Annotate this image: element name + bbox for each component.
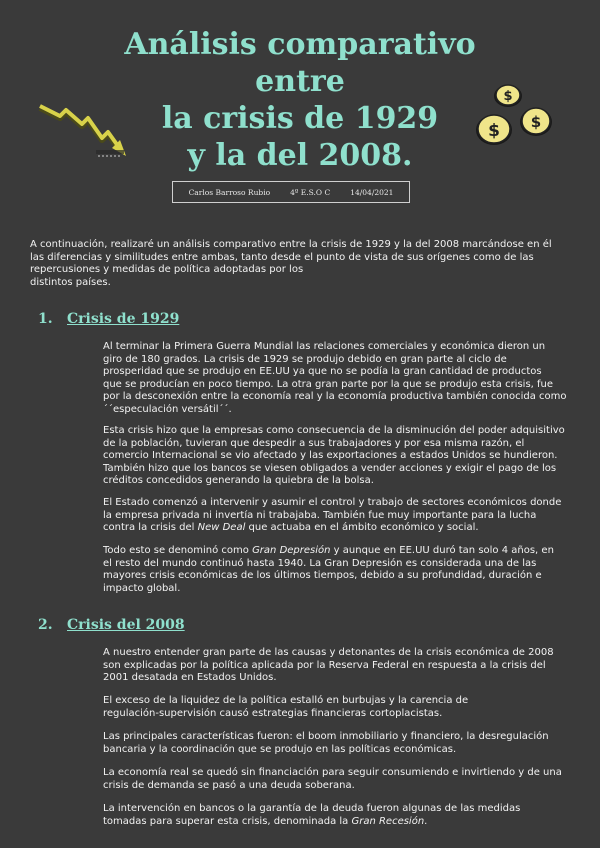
section-paragraph bbox=[103, 341, 573, 416]
paragraph-line: La economía real se quedó sin financiación para seguir consumiendo e invirtiendo y de una bbox=[103, 767, 562, 778]
paragraph-line: ´´especulación versátil´´. bbox=[103, 403, 232, 415]
paragraph-line: mayores crisis económicas de los últimos tiempos, debido a su profundidad, duración e bbox=[103, 570, 542, 581]
emphasized-term: Gran Depresión bbox=[252, 545, 331, 556]
paragraph-line: El exceso de la liquidez de la política estalló en burbujas y la carencia de bbox=[103, 695, 469, 706]
paragraph-line: Al terminar la Primera Guerra Mundial las relaciones comerciales y económica dieron un bbox=[103, 341, 546, 352]
date-label: 14/04/2021 bbox=[350, 187, 394, 197]
section-heading-crisis-1929 bbox=[38, 311, 179, 327]
paragraph-line: de la población, tuvieran que despedir a sus trabajadores y por esa misma razón, el bbox=[103, 437, 525, 449]
falling-arrow-icon bbox=[36, 100, 132, 164]
title-line: Análisis comparativo bbox=[124, 27, 476, 62]
section-heading-crisis-2008 bbox=[38, 617, 185, 633]
author-info-box bbox=[172, 181, 410, 203]
section-paragraph bbox=[103, 767, 573, 792]
paragraph-line: créditos concedidos generando la quiebra de la bolsa. bbox=[103, 475, 374, 486]
section-paragraph bbox=[103, 731, 573, 756]
section-number: 1. bbox=[38, 311, 53, 327]
section-title: Crisis del 2008 bbox=[67, 617, 185, 633]
paragraph-line: contra la crisis del New Deal que actuaba en el ámbito económico y social. bbox=[103, 522, 479, 533]
paragraph-line: giro de 180 grados. La crisis de 1929 se produjo debido en gran parte al ciclo de bbox=[103, 353, 507, 365]
paragraph-line: comercio Internacional se vio afectado y las exportaciones a estados Unidos se hundieron. bbox=[103, 450, 558, 461]
title-line: la crisis de 1929 bbox=[161, 101, 439, 136]
emphasized-term: Gran Recesión bbox=[351, 815, 425, 827]
section-title: Crisis de 1929 bbox=[67, 311, 180, 327]
paragraph-line: por la desconexión entre la economía real y la economía productiva también conocida como bbox=[103, 391, 567, 402]
paragraph-line: 2001 desatada en Estados Unidos. bbox=[103, 672, 277, 683]
paragraph-line: regulación-supervisión causó estrategias financieras cortoplacistas. bbox=[103, 707, 443, 719]
section-paragraph bbox=[103, 497, 573, 535]
paragraph-line: A nuestro entender gran parte de las causas y detonantes de la crisis económica de 2008 bbox=[103, 647, 554, 658]
paragraph-line: tomadas para superar esta crisis, denominada la Gran Recesión. bbox=[103, 815, 428, 827]
paragraph-line: prosperidad que se produjo en EE.UU ya que no se podía la gran cantidad de productos bbox=[103, 366, 542, 377]
intro-line: A continuación, realizaré un análisis comparativo entre la crisis de 1929 y la del 2008 marcándose en él bbox=[30, 239, 552, 250]
svg-text:$: $ bbox=[530, 113, 542, 131]
paragraph-line: El Estado comenzó a intervenir y asumir el control y trabajo de sectores económicos donde bbox=[103, 497, 562, 508]
paragraph-line: crisis de demanda se pasó a una deuda soberana. bbox=[103, 779, 355, 791]
paragraph-line: Las principales características fueron: el boom inmobiliario y financiero, la desregulación bbox=[103, 731, 549, 742]
paragraph-line: el resto del mundo continuó hasta 1940. La Gran Depresión es considerada una de las bbox=[103, 557, 537, 569]
author-name: Carlos Barroso Rubio bbox=[188, 187, 271, 197]
course-label: 4º E.S.O C bbox=[290, 187, 331, 197]
intro-line: las diferencias y similitudes entre ambas, tanto desde el punto de vista de sus orígenes como de las bbox=[30, 251, 534, 263]
title-line: y la del 2008. bbox=[187, 138, 413, 173]
section-paragraph bbox=[103, 695, 573, 720]
intro-line: distintos países. bbox=[30, 276, 111, 288]
paragraph-line: También hizo que los bancos se viesen obligados a vender acciones y exigir el pago de los bbox=[103, 462, 557, 474]
emphasized-term: New Deal bbox=[197, 522, 246, 533]
section-paragraph bbox=[103, 803, 573, 828]
paragraph-line: son explicadas por la política aplicada por la Reserva Federal en respuesta a la crisis del bbox=[103, 659, 546, 671]
paragraph-line: la empresa privada ni invertía ni trabajaba. También fue muy importante para la lucha bbox=[103, 509, 537, 521]
svg-text:$: $ bbox=[488, 121, 500, 141]
section-number: 2. bbox=[38, 617, 53, 633]
dollar-coins-icon bbox=[468, 80, 560, 152]
section-paragraph bbox=[103, 647, 573, 685]
paragraph-line: bancaria y la coordinación que se produjo en las políticas económicas. bbox=[103, 743, 457, 755]
section-paragraph bbox=[103, 425, 573, 488]
paragraph-line: que se producían en poco tiempo. La otra gran parte por la que se produjo esta crisis, fue bbox=[103, 378, 554, 390]
section-paragraph bbox=[103, 545, 573, 595]
paragraph-line: La intervención en bancos o la garantía de la deuda fueron algunas de las medidas bbox=[103, 803, 521, 814]
intro-line: repercusiones y medidas de política adoptadas por los bbox=[30, 264, 304, 275]
svg-text:$: $ bbox=[503, 89, 513, 104]
title-line: entre bbox=[255, 64, 345, 99]
paragraph-line: Esta crisis hizo que la empresas como consecuencia de la disminución del poder adquisitivo bbox=[103, 425, 565, 436]
intro-paragraph bbox=[30, 239, 575, 289]
paragraph-line: Todo esto se denominó como Gran Depresión y aunque en EE.UU duró tan solo 4 años, en bbox=[103, 545, 554, 556]
paragraph-line: impacto global. bbox=[103, 582, 181, 594]
